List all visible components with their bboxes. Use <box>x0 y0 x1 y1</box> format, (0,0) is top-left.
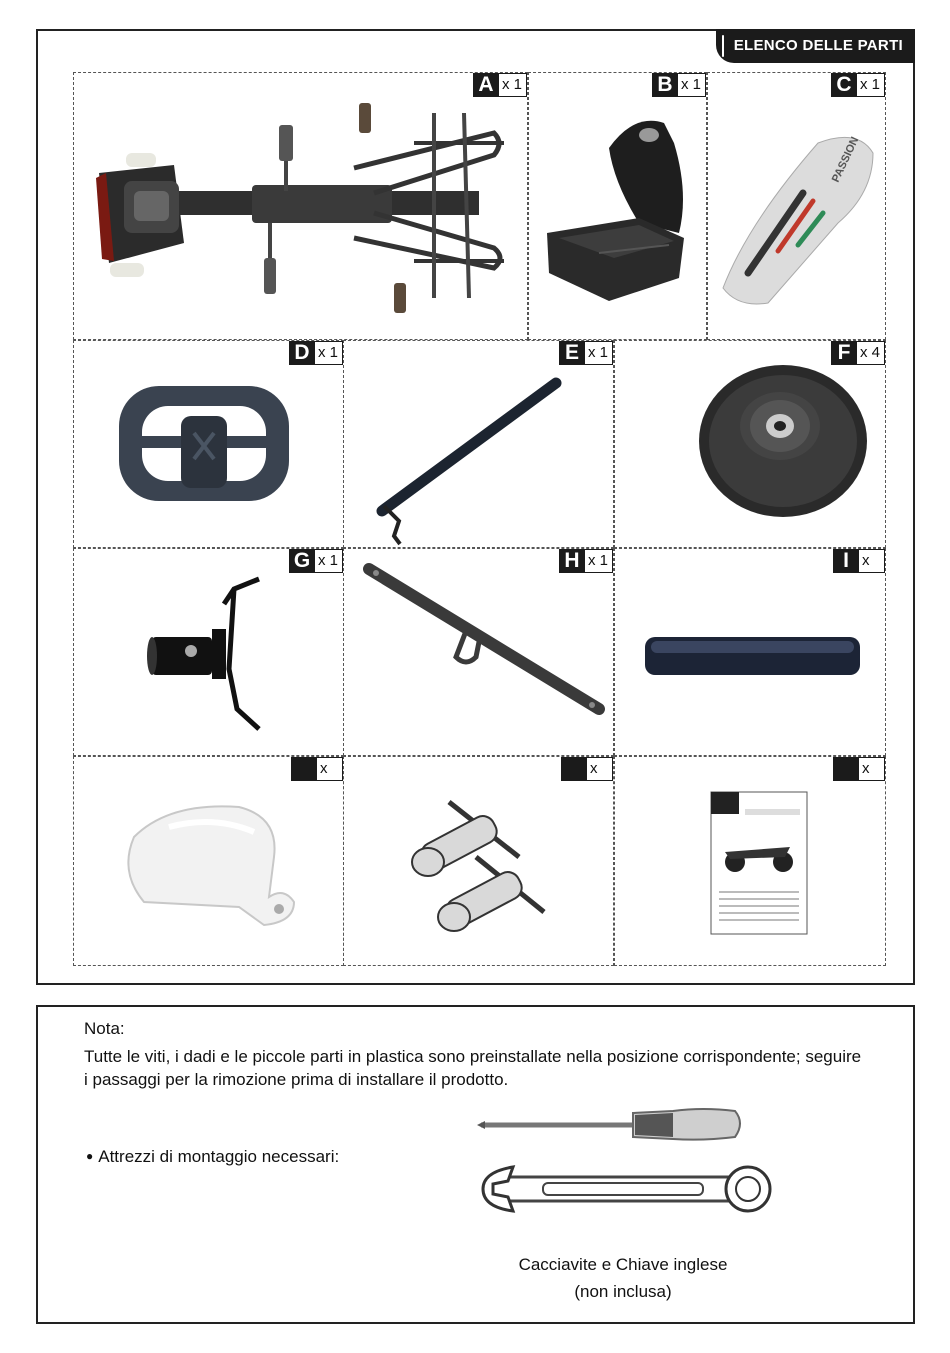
manual-icon <box>615 757 886 966</box>
part-quantity: x <box>859 549 885 573</box>
note-text: Tutte le viti, i dadi e le piccole parti in plastica sono preinstallate nella posizione corrispondente; seguire i passaggi per la rimozione prima di installare il prodotto. <box>84 1047 862 1089</box>
part-quantity: x 1 <box>315 341 343 365</box>
part-letter: A <box>473 73 499 97</box>
part-quantity: x <box>859 757 885 781</box>
part-letter: B <box>652 73 678 97</box>
part-quantity: x 4 <box>857 341 885 365</box>
part-cell-h <box>343 548 614 756</box>
part-cell-a <box>73 72 528 340</box>
part-cell-e <box>343 340 614 548</box>
part-cell-d <box>73 340 344 548</box>
seat-icon <box>529 73 707 340</box>
kart-frame-icon <box>74 73 528 340</box>
foam-tube-icon <box>615 549 886 756</box>
part-letter: I <box>833 549 859 573</box>
part-letter: G <box>289 549 315 573</box>
tools-caption-note: (non inclusa) <box>574 1282 672 1301</box>
screwdriver-icon <box>477 1109 740 1140</box>
front-fender-icon <box>708 73 886 340</box>
fender-print: PASSION <box>829 135 862 185</box>
tools-caption: Cacciavite e Chiave inglese <box>518 1255 728 1274</box>
axle-bar-icon <box>344 549 614 756</box>
part-letter: E <box>559 341 585 365</box>
part-cell-i <box>614 548 886 756</box>
part-cell-g <box>73 548 344 756</box>
part-letter: D <box>289 341 315 365</box>
note-title: Nota: <box>84 1019 125 1038</box>
wheel-icon <box>615 341 886 548</box>
socket-wrench-icon <box>344 757 614 966</box>
steering-wheel-icon <box>74 341 344 548</box>
note-frame <box>36 1005 915 1324</box>
part-quantity: x 1 <box>585 341 613 365</box>
bullet-icon: ● <box>86 1149 94 1163</box>
part-cell-manual <box>614 756 886 966</box>
bracket-icon <box>74 549 344 756</box>
parts-list-title: ELENCO DELLE PARTI <box>716 29 915 63</box>
part-cell-c <box>707 72 886 340</box>
part-quantity: x 1 <box>585 549 613 573</box>
part-quantity: x 1 <box>857 73 885 97</box>
part-cell-socket-wrenches <box>343 756 614 966</box>
tools-label-text: Attrezzi di montaggio necessari: <box>98 1147 340 1166</box>
part-letter: F <box>831 341 857 365</box>
part-quantity: x <box>587 757 613 781</box>
part-quantity: x <box>317 757 343 781</box>
part-cell-f <box>614 340 886 548</box>
part-quantity: x 1 <box>678 73 706 97</box>
steering-column-icon <box>344 341 614 548</box>
tools-label <box>86 1147 339 1167</box>
cover-icon <box>74 757 344 966</box>
part-cell-cover <box>73 756 344 966</box>
part-cell-b <box>528 72 707 340</box>
tools-illustration <box>473 1097 783 1247</box>
part-quantity: x 1 <box>499 73 527 97</box>
part-quantity: x 1 <box>315 549 343 573</box>
wrench-icon <box>483 1167 770 1211</box>
part-letter: C <box>831 73 857 97</box>
part-letter: H <box>559 549 585 573</box>
